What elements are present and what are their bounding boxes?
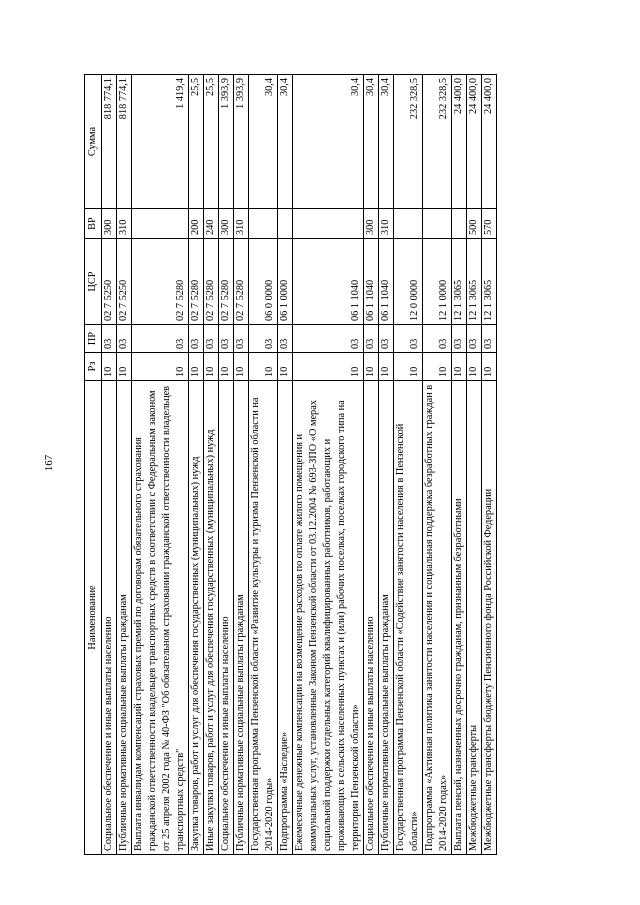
cell-pr: 03 xyxy=(394,325,423,353)
cell-sum: 24 400,0 xyxy=(467,75,482,209)
cell-pr: 03 xyxy=(117,325,132,353)
cell-sum: 24 400,0 xyxy=(482,75,497,209)
cell-pr: 03 xyxy=(452,325,467,353)
cell-sum: 30,4 xyxy=(364,75,379,209)
cell-rz: 10 xyxy=(278,353,293,381)
cell-csr: 12 0 0000 xyxy=(394,239,423,325)
cell-sum: 1 419,4 xyxy=(132,75,189,209)
cell-name: Социальное обеспечение и иные выплаты населению xyxy=(364,381,379,855)
cell-rz: 10 xyxy=(467,353,482,381)
cell-name: Межбюджетные трансферты xyxy=(467,381,482,855)
cell-csr: 06 0 0000 xyxy=(249,239,278,325)
cell-name: Ежемесячные денежные компенсации на возмещение расходов по оплате жилого помещения и коммунальных услуг, установленные Законом Пензенской области от 03.12.2004 № 693-ЗПО «О мерах социальной поддержки отдельных категорий квалифицированных работников, работающих и проживающих в сельских населенных пунктах и (или) рабочих поселках, поселках городского типа на территории Пензенской области» xyxy=(293,381,364,855)
cell-vr: 300 xyxy=(364,209,379,239)
table-row xyxy=(379,75,394,855)
cell-rz: 10 xyxy=(394,353,423,381)
cell-name: Подпрограмма «Активная политика занятости населения и социальная поддержка безработных граждан в 2014-2020 годах» xyxy=(423,381,452,855)
cell-csr: 02 7 5250 xyxy=(117,239,132,325)
cell-rz: 10 xyxy=(364,353,379,381)
cell-pr: 03 xyxy=(364,325,379,353)
cell-pr: 03 xyxy=(293,325,364,353)
cell-vr xyxy=(278,209,293,239)
cell-pr: 03 xyxy=(482,325,497,353)
cell-name: Закупка товаров, работ и услуг для обеспечения государственных (муниципальных) нужд xyxy=(189,381,204,855)
cell-name: Публичные нормативные социальные выплаты гражданам xyxy=(234,381,249,855)
budget-table xyxy=(84,74,497,855)
cell-vr: 300 xyxy=(219,209,234,239)
table-row xyxy=(364,75,379,855)
cell-rz: 10 xyxy=(482,353,497,381)
header-rz: Рз xyxy=(85,353,102,381)
table-row xyxy=(117,75,132,855)
cell-name: Публичные нормативные социальные выплаты гражданам xyxy=(379,381,394,855)
cell-name: Публичные нормативные социальные выплаты гражданам xyxy=(117,381,132,855)
cell-csr: 12 1 0000 xyxy=(423,239,452,325)
cell-vr: 310 xyxy=(117,209,132,239)
cell-pr: 03 xyxy=(278,325,293,353)
table-row xyxy=(132,75,189,855)
cell-rz: 10 xyxy=(234,353,249,381)
cell-csr: 02 7 5280 xyxy=(234,239,249,325)
cell-csr: 02 7 5280 xyxy=(204,239,219,325)
cell-vr xyxy=(249,209,278,239)
cell-sum: 1 393,9 xyxy=(234,75,249,209)
table-row xyxy=(482,75,497,855)
cell-name: Социальное обеспечение и иные выплаты населению xyxy=(219,381,234,855)
cell-name: Подпрограмма «Наследие» xyxy=(278,381,293,855)
cell-sum: 24 400,0 xyxy=(452,75,467,209)
table-row xyxy=(189,75,204,855)
header-name: Наименование xyxy=(85,381,102,855)
cell-csr: 12 1 3065 xyxy=(482,239,497,325)
table-row xyxy=(219,75,234,855)
cell-rz: 10 xyxy=(204,353,219,381)
cell-name: Социальное обеспечение и иные выплаты населению xyxy=(102,381,117,855)
cell-csr: 02 7 5280 xyxy=(189,239,204,325)
cell-pr: 03 xyxy=(467,325,482,353)
cell-rz: 10 xyxy=(452,353,467,381)
cell-sum: 30,4 xyxy=(278,75,293,209)
header-pr: ПР xyxy=(85,325,102,353)
cell-rz: 10 xyxy=(117,353,132,381)
cell-sum: 1 393,9 xyxy=(219,75,234,209)
table-row xyxy=(293,75,364,855)
cell-vr xyxy=(293,209,364,239)
table-row xyxy=(394,75,423,855)
cell-pr: 03 xyxy=(423,325,452,353)
cell-sum: 232 328,5 xyxy=(394,75,423,209)
cell-vr: 570 xyxy=(482,209,497,239)
cell-csr: 02 7 5250 xyxy=(102,239,117,325)
table-row xyxy=(278,75,293,855)
table-row xyxy=(249,75,278,855)
cell-pr: 03 xyxy=(204,325,219,353)
cell-name: Государственная программа Пензенской области «Развитие культуры и туризма Пензенской области на 2014-2020 годы» xyxy=(249,381,278,855)
table-header-row xyxy=(85,75,102,855)
cell-sum: 30,4 xyxy=(379,75,394,209)
cell-rz: 10 xyxy=(219,353,234,381)
page-number: 167 xyxy=(43,454,55,472)
header-csr: ЦСР xyxy=(85,239,102,325)
table-row xyxy=(467,75,482,855)
table-row xyxy=(452,75,467,855)
cell-sum: 25,5 xyxy=(204,75,219,209)
cell-vr: 310 xyxy=(234,209,249,239)
cell-csr: 06 1 1040 xyxy=(379,239,394,325)
table-row xyxy=(102,75,117,855)
cell-name: Выплата пенсий, назначенных досрочно гражданам, признанным безработными xyxy=(452,381,467,855)
budget-table-container xyxy=(84,75,620,855)
cell-rz: 10 xyxy=(293,353,364,381)
cell-pr: 03 xyxy=(189,325,204,353)
cell-vr: 300 xyxy=(102,209,117,239)
cell-pr: 03 xyxy=(132,325,189,353)
cell-vr: 310 xyxy=(379,209,394,239)
cell-vr xyxy=(132,209,189,239)
cell-vr xyxy=(452,209,467,239)
cell-vr xyxy=(423,209,452,239)
cell-sum: 30,4 xyxy=(293,75,364,209)
cell-csr: 06 1 1040 xyxy=(293,239,364,325)
cell-sum: 818 774,1 xyxy=(117,75,132,209)
header-sum: Сумма xyxy=(85,75,102,209)
cell-vr: 500 xyxy=(467,209,482,239)
cell-vr: 240 xyxy=(204,209,219,239)
cell-pr: 03 xyxy=(219,325,234,353)
table-row xyxy=(234,75,249,855)
cell-name: Иные закупки товаров, работ и услуг для обеспечения государственных (муниципальных) нужд xyxy=(204,381,219,855)
cell-rz: 10 xyxy=(249,353,278,381)
cell-pr: 03 xyxy=(379,325,394,353)
cell-vr: 200 xyxy=(189,209,204,239)
cell-sum: 818 774,1 xyxy=(102,75,117,209)
cell-csr: 06 1 1040 xyxy=(364,239,379,325)
table-body xyxy=(102,75,497,855)
cell-vr xyxy=(394,209,423,239)
cell-csr: 02 7 5280 xyxy=(219,239,234,325)
cell-sum: 25,5 xyxy=(189,75,204,209)
cell-pr: 03 xyxy=(249,325,278,353)
cell-csr: 12 1 3065 xyxy=(467,239,482,325)
cell-rz: 10 xyxy=(379,353,394,381)
cell-name: Межбюджетные трансферты бюджету Пенсионного фонда Российской Федерации xyxy=(482,381,497,855)
cell-pr: 03 xyxy=(234,325,249,353)
cell-csr: 06 1 0000 xyxy=(278,239,293,325)
cell-csr: 12 1 3065 xyxy=(452,239,467,325)
cell-csr: 02 7 5280 xyxy=(132,239,189,325)
cell-rz: 10 xyxy=(423,353,452,381)
cell-name: Выплата инвалидам компенсаций страховых премий по договорам обязательного страхования гражданской ответственности владельцев транспортных средств в соответствии с Федеральным законом от 25 апреля 2002 года № 40-ФЗ "Об обязательном страховании гражданской ответственности владельцев транспортных средств" xyxy=(132,381,189,855)
table-row xyxy=(423,75,452,855)
cell-rz: 10 xyxy=(102,353,117,381)
cell-pr: 03 xyxy=(102,325,117,353)
cell-name: Государственная программа Пензенской области «Содействие занятости населения в Пензенской области» xyxy=(394,381,423,855)
cell-sum: 30,4 xyxy=(249,75,278,209)
cell-rz: 10 xyxy=(189,353,204,381)
cell-sum: 232 328,5 xyxy=(423,75,452,209)
cell-rz: 10 xyxy=(132,353,189,381)
header-vr: ВР xyxy=(85,209,102,239)
table-row xyxy=(204,75,219,855)
